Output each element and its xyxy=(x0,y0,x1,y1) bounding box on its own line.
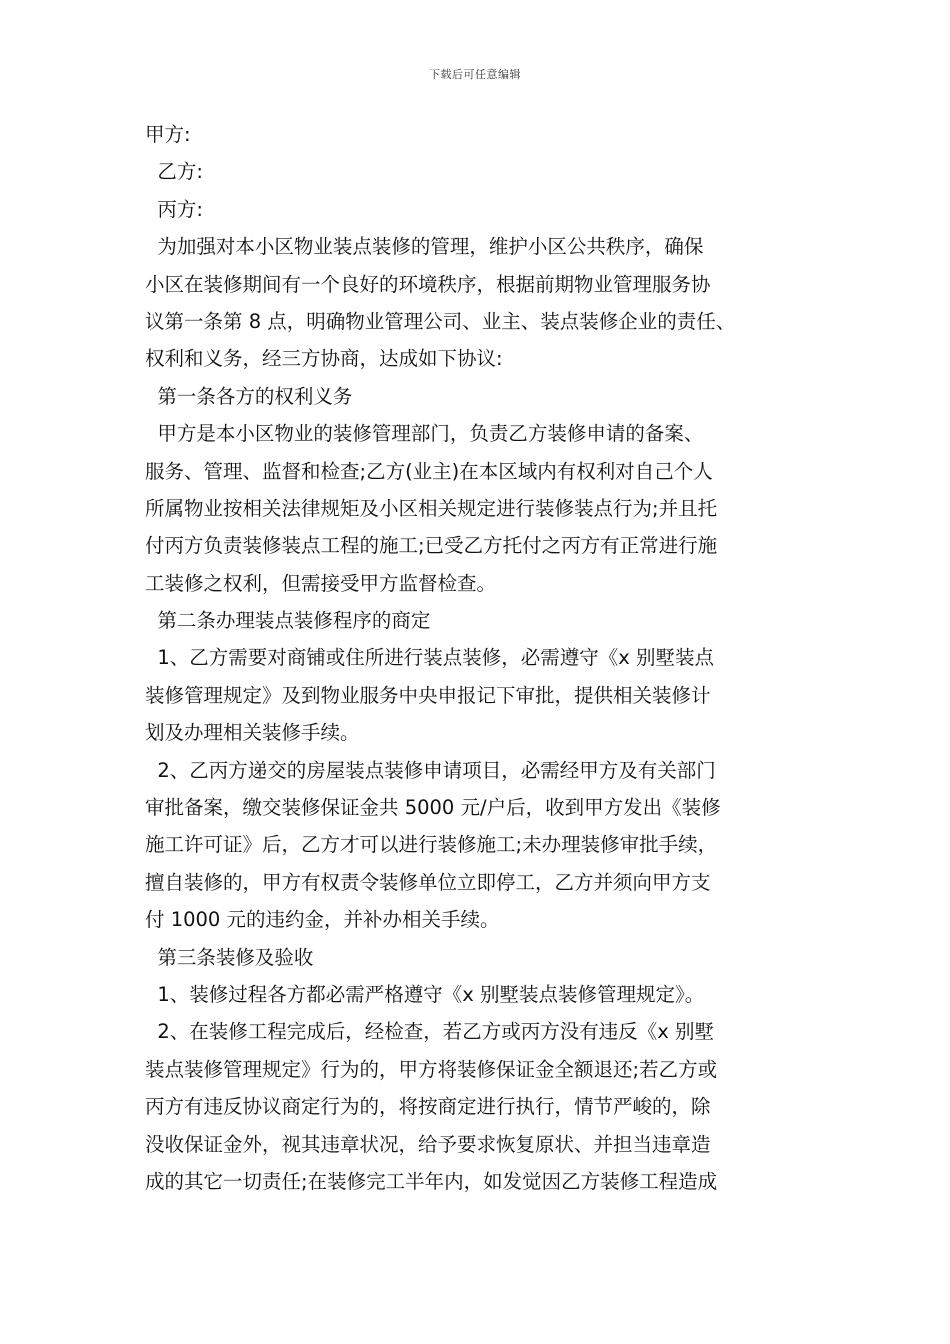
body-line: 审批备案，缴交装修保证金共 5000 元/户后，收到甲方发出《装修 xyxy=(145,796,721,820)
body-line: 1、乙方需要对商铺或住所进行装点装修，必需遵守《x 别墅装点 xyxy=(145,646,715,670)
body-line: 工装修之权利，但需接受甲方监督检查。 xyxy=(145,571,497,595)
body-line: 小区在装修期间有一个良好的环境秩序，根据前期物业管理服务协 xyxy=(145,272,711,296)
body-line: 装点装修管理规定》行为的，甲方将装修保证金全额退还;若乙方或 xyxy=(145,1057,718,1081)
body-line: 付 1000 元的违约金，并补办相关手续。 xyxy=(145,908,500,932)
body-line: 议第一条第 8 点，明确物业管理公司、业主、装点装修企业的责任、 xyxy=(145,309,736,333)
party-c-line: 丙方: xyxy=(145,197,203,221)
body-line: 权利和义务，经三方协商，达成如下协议: xyxy=(145,347,503,371)
party-b-line: 乙方: xyxy=(145,160,203,184)
body-line: 所属物业按相关法律规矩及小区相关规定进行装修装点行为;并且托 xyxy=(145,496,718,520)
body-line: 丙方有违反协议商定行为的，将按商定进行执行，情节严峻的，除 xyxy=(145,1095,711,1119)
header-note: 下载后可任意编辑 xyxy=(429,68,521,81)
document-body xyxy=(145,116,825,1200)
body-line: 为加强对本小区物业装点装修的管理，维护小区公共秩序，确保 xyxy=(145,235,704,259)
body-line: 付丙方负责装修装点工程的施工;已受乙方托付之丙方有正常进行施 xyxy=(145,534,718,558)
body-line: 装修管理规定》及到物业服务中央申报记下审批，提供相关装修计 xyxy=(145,683,711,707)
body-line: 2、乙丙方递交的房屋装点装修申请项目，必需经甲方及有关部门 xyxy=(145,758,716,782)
article-1-heading: 第一条各方的权利义务 xyxy=(145,384,353,408)
party-a-line: 甲方: xyxy=(145,123,191,146)
article-2-heading: 第二条办理装点装修程序的商定 xyxy=(145,609,431,633)
body-line: 擅自装修的，甲方有权责令装修单位立即停工，乙方并须向甲方支 xyxy=(145,870,711,894)
body-line: 服务、管理、监督和检查;乙方(业主)在本区域内有权利对自己个人 xyxy=(145,459,713,483)
body-line: 施工许可证》后，乙方才可以进行装修施工;未办理装修审批手续， xyxy=(145,833,718,857)
body-line: 划及办理相关装修手续。 xyxy=(145,721,360,745)
body-line: 1、装修过程各方都必需严格遵守《x 别墅装点装修管理规定》。 xyxy=(145,982,705,1006)
body-line: 成的其它一切责任;在装修完工半年内，如发觉因乙方装修工程造成 xyxy=(145,1169,718,1193)
body-line: 没收保证金外，视其违章状况，给予要求恢复原状、并担当违章造 xyxy=(145,1132,711,1156)
body-line: 甲方是本小区物业的装修管理部门，负责乙方装修申请的备案、 xyxy=(145,422,704,446)
body-line: 2、在装修工程完成后，经检查，若乙方或丙方没有违反《x 别墅 xyxy=(145,1020,715,1044)
article-3-heading: 第三条装修及验收 xyxy=(145,945,314,969)
